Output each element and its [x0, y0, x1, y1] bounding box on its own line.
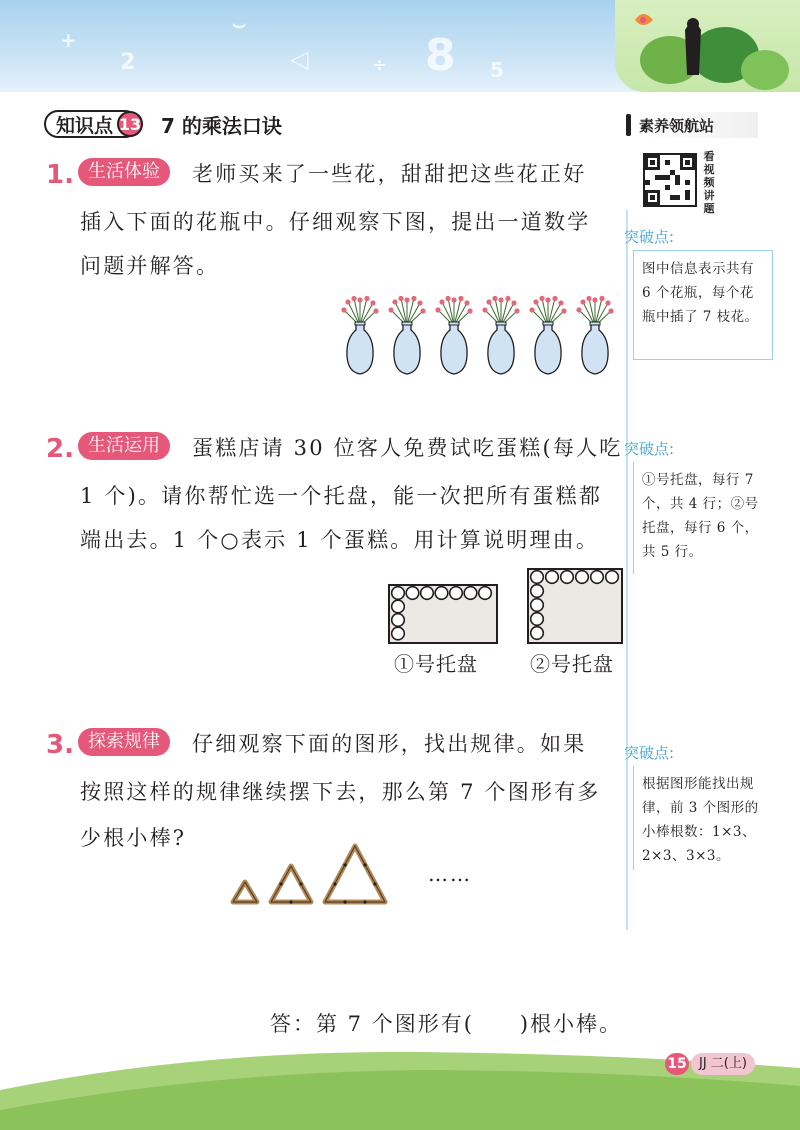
tray-1 [388, 584, 498, 644]
triangle-1 [233, 882, 257, 902]
problem-1-number: 1. [46, 160, 74, 190]
problem-3-line-2: 按照这样的规律继续摆下去，那么第 7 个图形有多 [80, 780, 601, 804]
page-number: 15 [665, 1053, 689, 1075]
triangle-3 [325, 846, 385, 902]
problem-2-number: 2. [46, 434, 74, 464]
tip-label-1: 突破点: [624, 228, 675, 246]
vase-illustration [340, 296, 620, 376]
tip-box-1: 图中信息表示共有 6 个花瓶，每个花瓶中插了 7 枝花。 [633, 250, 773, 360]
decor-arc: ⌣ [232, 12, 247, 37]
sidebar-header [626, 112, 758, 138]
decor-digit: 8 [425, 30, 456, 81]
tip-label-2: 突破点: [624, 440, 675, 458]
problem-1-line-3: 问题并解答。 [80, 254, 220, 278]
vase-with-flowers [481, 296, 521, 376]
vase-with-flowers [575, 296, 615, 376]
triangle-2 [271, 866, 311, 902]
sidebar-header-bar [626, 114, 631, 136]
sidebar-header-title: 素养领航站 [639, 116, 715, 135]
decor-digit: 5 [490, 58, 504, 82]
decor-digit: 2 [120, 50, 136, 75]
tray-1-cakes [390, 586, 495, 641]
qr-code[interactable] [643, 153, 697, 207]
problem-1-line-2: 插入下面的花瓶中。仔细观察下图，提出一道数学 [80, 210, 591, 234]
tray-1-label: ①号托盘 [394, 652, 478, 676]
book-code: JJ 二(上) [691, 1053, 755, 1075]
problem-3-number: 3. [46, 730, 74, 760]
problem-3-line-1: 仔细观察下面的图形，找出规律。如果 [192, 732, 587, 756]
problem-3-line-3: 少根小棒? [80, 826, 187, 850]
tray-2 [527, 568, 623, 644]
problem-1-tag: 生活体验 [78, 158, 170, 186]
qr-pattern [645, 155, 695, 205]
tray-2-cakes [529, 570, 621, 642]
vase-with-flowers [387, 296, 427, 376]
decor-divide: ÷ [372, 55, 388, 76]
sidebar-divider [626, 210, 628, 930]
knowledge-point-number: 13 [117, 111, 143, 137]
knowledge-point-badge [44, 110, 142, 138]
vase-with-flowers [528, 296, 568, 376]
problem-2-line-2: 1 个)。请你帮忙选一个托盘，能一次把所有蛋糕都 [80, 484, 603, 508]
problem-1-line-1: 老师买来了一些花，甜甜把这些花正好 [192, 162, 587, 186]
plant-illustration [615, 0, 800, 92]
vase-with-flowers [434, 296, 474, 376]
footer-hill [0, 1030, 800, 1130]
tray-2-label: ②号托盘 [530, 652, 614, 676]
problem-3-tag: 探索规律 [78, 728, 170, 756]
knowledge-point-label: 知识点 [56, 114, 114, 137]
qr-caption: 看视频讲题 [703, 150, 715, 215]
vase-with-flowers [340, 296, 380, 376]
problem-2-line-3: 端出去。1 个○表示 1 个蛋糕。用计算说明理由。 [80, 528, 600, 552]
tip-box-3: 根据图形能找出规律，前 3 个图形的小棒根数：1×3、2×3、3×3。 [633, 766, 773, 870]
decor-plus: + [60, 28, 77, 52]
tip-box-2: ①号托盘，每行 7 个，共 4 行；②号托盘，每行 6 个，共 5 行。 [633, 462, 773, 574]
answer-line: 答：第 7 个图形有( )根小棒。 [270, 1012, 623, 1036]
decor-triangle: ◁ [290, 45, 309, 73]
page-indicator [665, 1053, 755, 1075]
problem-2-tag: 生活运用 [78, 432, 170, 460]
tip-label-3: 突破点: [624, 744, 675, 762]
section-title: 7 的乘法口诀 [161, 113, 282, 138]
problem-2-line-1: 蛋糕店请 30 位客人免费试吃蛋糕(每人吃 [192, 436, 623, 460]
section-header [44, 108, 282, 140]
header-banner [0, 0, 800, 92]
sequence-ellipsis: …… [428, 862, 472, 886]
